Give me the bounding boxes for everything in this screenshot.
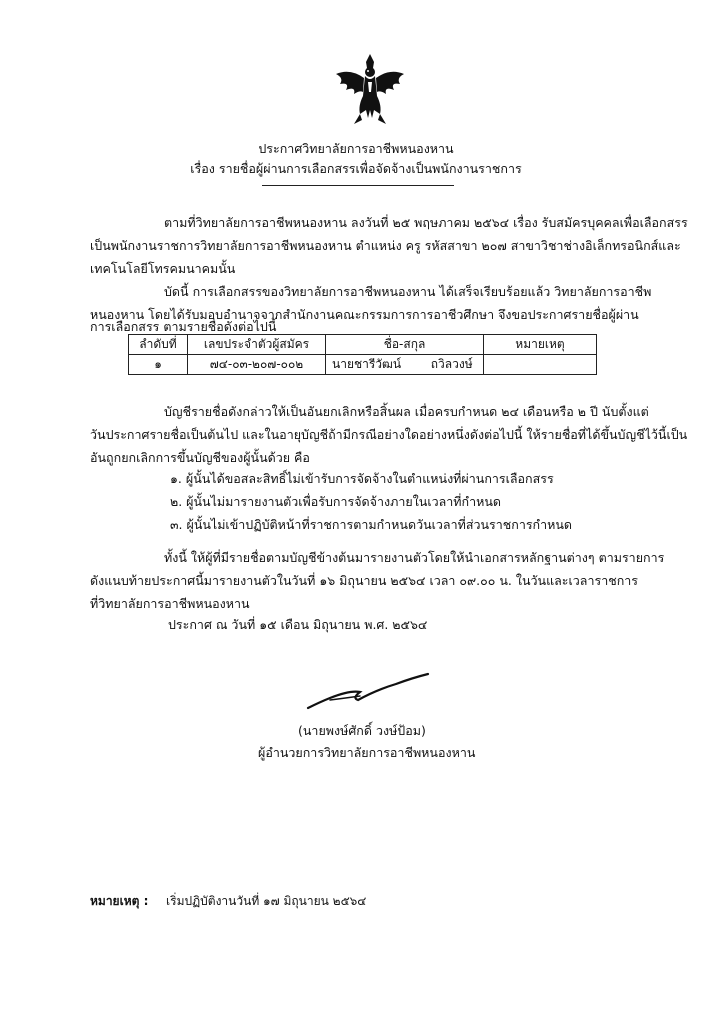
paragraph-3-line-2: วันประกาศรายชื่อเป็นต้นไป และในอายุบัญชีถ้ามีกรณีอย่างใดอย่างหนึ่งดังต่อไปนี้ ให้รายชื่อที่ได้ขึ้นบัญชีไว้นี้เป็น [90, 427, 688, 442]
paragraph-1-line-3: เทคโนโลยีโทรคมนาคมนั้น [90, 261, 236, 276]
column-header-order: ลำดับที่ [129, 335, 188, 355]
announcement-title: ประกาศวิทยาลัยการอาชีพหนองหาน [258, 141, 454, 156]
announcement-date: ประกาศ ณ วันที่ ๑๕ เดือน มิถุนายน พ.ศ. ๒๕๖๔ [168, 617, 428, 632]
signatory-name: (นายพงษ์ศักดิ์ วงษ์ป้อม) [298, 723, 426, 738]
paragraph-2-line-3: การเลือกสรร ตามรายชื่อดังต่อไปนี้ [90, 319, 277, 334]
candidate-table [128, 334, 597, 375]
paragraph-3-line-3: อันถูกยกเลิกการขึ้นบัญชีของผู้นั้นด้วย คือ [90, 450, 310, 465]
cell-applicant-id: ๗๔-๐๓-๒๐๗-๐๐๒ [188, 355, 326, 375]
paragraph-4-line-3: ที่วิทยาลัยการอาชีพหนองหาน [90, 596, 250, 611]
cell-order: ๑ [129, 355, 188, 375]
signatory-position: ผู้อำนวยการวิทยาลัยการอาชีพหนองหาน [258, 745, 476, 760]
cell-name [326, 355, 484, 375]
footnote-label: หมายเหตุ : [90, 894, 149, 908]
table-header-row [129, 335, 597, 355]
column-header-applicant-id: เลขประจำตัวผู้สมัคร [188, 335, 326, 355]
footnote-text: เริ่มปฏิบัติงานวันที่ ๑๗ มิถุนายน ๒๕๖๔ [166, 894, 367, 908]
condition-2: ๒. ผู้นั้นไม่มารายงานตัวเพื่อรับการจัดจ้างภายในเวลาที่กำหนด [170, 494, 502, 509]
title-divider [262, 185, 454, 186]
garuda-emblem-icon [330, 52, 410, 128]
paragraph-2-line-2: หนองหาน โดยได้รับมอบอำนาจจากสำนักงานคณะกรรมการการอาชีวศึกษา จึงขอประกาศรายชื่อผู้ผ่าน [90, 307, 639, 322]
paragraph-1-line-2: เป็นพนักงานราชการวิทยาลัยการอาชีพหนองหาน ตำแหน่ง ครู รหัสสาขา ๒๐๗ สาขาวิชาช่างอิเล็กทรอนิกส์และ [90, 238, 681, 253]
handwritten-signature [300, 668, 440, 716]
column-header-name: ชื่อ-สกุล [326, 335, 484, 355]
column-header-note: หมายเหตุ [484, 335, 597, 355]
paragraph-2-line-1: บัดนี้ การเลือกสรรของวิทยาลัยการอาชีพหนองหาน ได้เสร็จเรียบร้อยแล้ว วิทยาลัยการอาชีพ [164, 284, 652, 299]
cell-note [484, 355, 597, 375]
condition-1: ๑. ผู้นั้นได้ขอสละสิทธิ์ไม่เข้ารับการจัดจ้างในตำแหน่งที่ผ่านการเลือกสรร [170, 471, 554, 486]
paragraph-4-line-1: ทั้งนี้ ให้ผู้ที่มีรายชื่อตามบัญชีข้างต้นมารายงานตัวโดยให้นำเอกสารหลักฐานต่างๆ ตามรายการ [164, 550, 665, 565]
paragraph-1-line-1: ตามที่วิทยาลัยการอาชีพหนองหาน ลงวันที่ ๒๕ พฤษภาคม ๒๕๖๔ เรื่อง รับสมัครบุคคลเพื่อเลือกสรร [164, 215, 688, 230]
paragraph-3-line-1: บัญชีรายชื่อดังกล่าวให้เป็นอันยกเลิกหรือสิ้นผล เมื่อครบกำหนด ๒๔ เดือนหรือ ๒ ปี นับตั้งแต่ [164, 404, 649, 419]
paragraph-4-line-2: ดังแนบท้ายประกาศนี้มารายงานตัวในวันที่ ๑๖ มิถุนายน ๒๕๖๔ เวลา ๐๙.๐๐ น. ในวันและเวลาราชการ [90, 573, 638, 588]
condition-3: ๓. ผู้นั้นไม่เข้าปฏิบัติหน้าที่ราชการตามกำหนดวันเวลาที่ส่วนราชการกำหนด [170, 517, 573, 532]
cell-last-name: ถวิลวงษ์ [430, 357, 473, 371]
cell-first-name: นายชารีวัฒน์ [332, 357, 402, 371]
table-row [129, 355, 597, 375]
announcement-subject: เรื่อง รายชื่อผู้ผ่านการเลือกสรรเพื่อจัดจ้างเป็นพนักงานราชการ [190, 161, 522, 176]
footnote [90, 893, 366, 910]
